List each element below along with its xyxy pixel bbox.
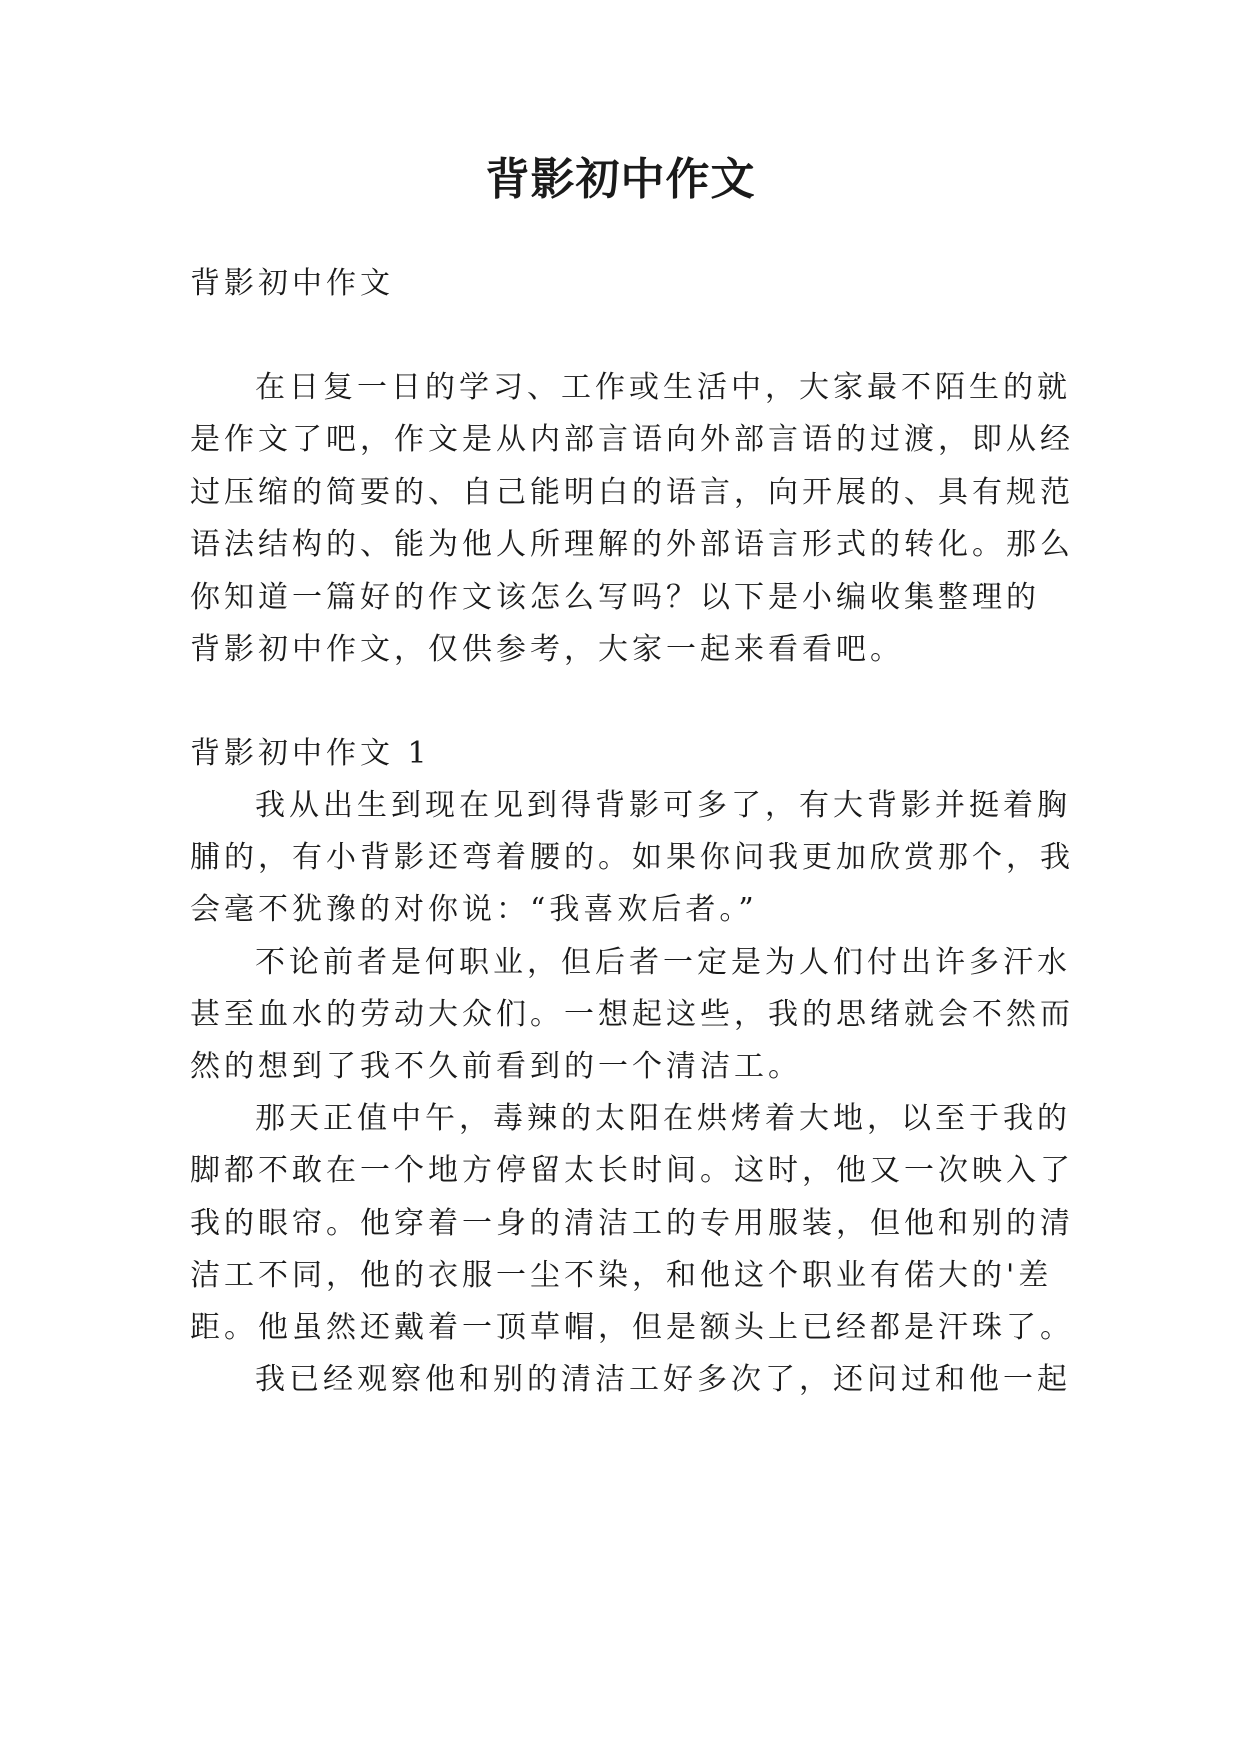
intro-line: 在日复一日的学习、工作或生活中，大家最不陌生的就 — [255, 370, 1071, 405]
paragraph-line: 距。他虽然还戴着一顶草帽，但是额头上已经都是汗珠了。 — [190, 1310, 1074, 1345]
paragraph-line: 然的想到了我不久前看到的一个清洁工。 — [190, 1049, 802, 1084]
paragraph-line: 那天正值中午，毒辣的太阳在烘烤着大地，以至于我的 — [255, 1101, 1071, 1136]
intro-line: 语法结构的、能为他人所理解的外部语言形式的转化。那么 — [190, 527, 1074, 562]
paragraph-line: 甚至血水的劳动大众们。一想起这些，我的思绪就会不然而 — [190, 997, 1074, 1032]
paragraph-line: 我从出生到现在见到得背影可多了，有大背影并挺着胸 — [255, 788, 1071, 823]
paragraph-line: 脯的，有小背影还弯着腰的。如果你问我更加欣赏那个，我 — [190, 840, 1074, 875]
paragraph-line: 会毫不犹豫的对你说：“我喜欢后者。” — [190, 892, 758, 927]
intro-line: 是作文了吧，作文是从内部言语向外部言语的过渡，即从经 — [190, 422, 1074, 457]
paragraph-line: 脚都不敢在一个地方停留太长时间。这时，他又一次映入了 — [190, 1153, 1074, 1188]
document-title: 背影初中作文 — [485, 154, 756, 205]
intro-line: 你知道一篇好的作文该怎么写吗？以下是小编收集整理的 — [190, 580, 1040, 615]
intro-line: 背影初中作文，仅供参考，大家一起来看看吧。 — [190, 632, 904, 667]
paragraph-line: 我已经观察他和别的清洁工好多次了，还问过和他一起 — [255, 1362, 1071, 1397]
paragraph-line: 不论前者是何职业，但后者一定是为人们付出许多汗水 — [255, 945, 1071, 980]
paragraph-line: 我的眼帘。他穿着一身的清洁工的专用服装，但他和别的清 — [190, 1206, 1074, 1241]
intro-line: 过压缩的简要的、自己能明白的语言，向开展的、具有规范 — [190, 475, 1074, 510]
section-heading: 背影初中作文 1 — [190, 736, 431, 771]
document-subtitle: 背影初中作文 — [190, 266, 394, 301]
paragraph-line: 洁工不同，他的衣服一尘不染，和他这个职业有偌大的'差 — [190, 1258, 1053, 1293]
